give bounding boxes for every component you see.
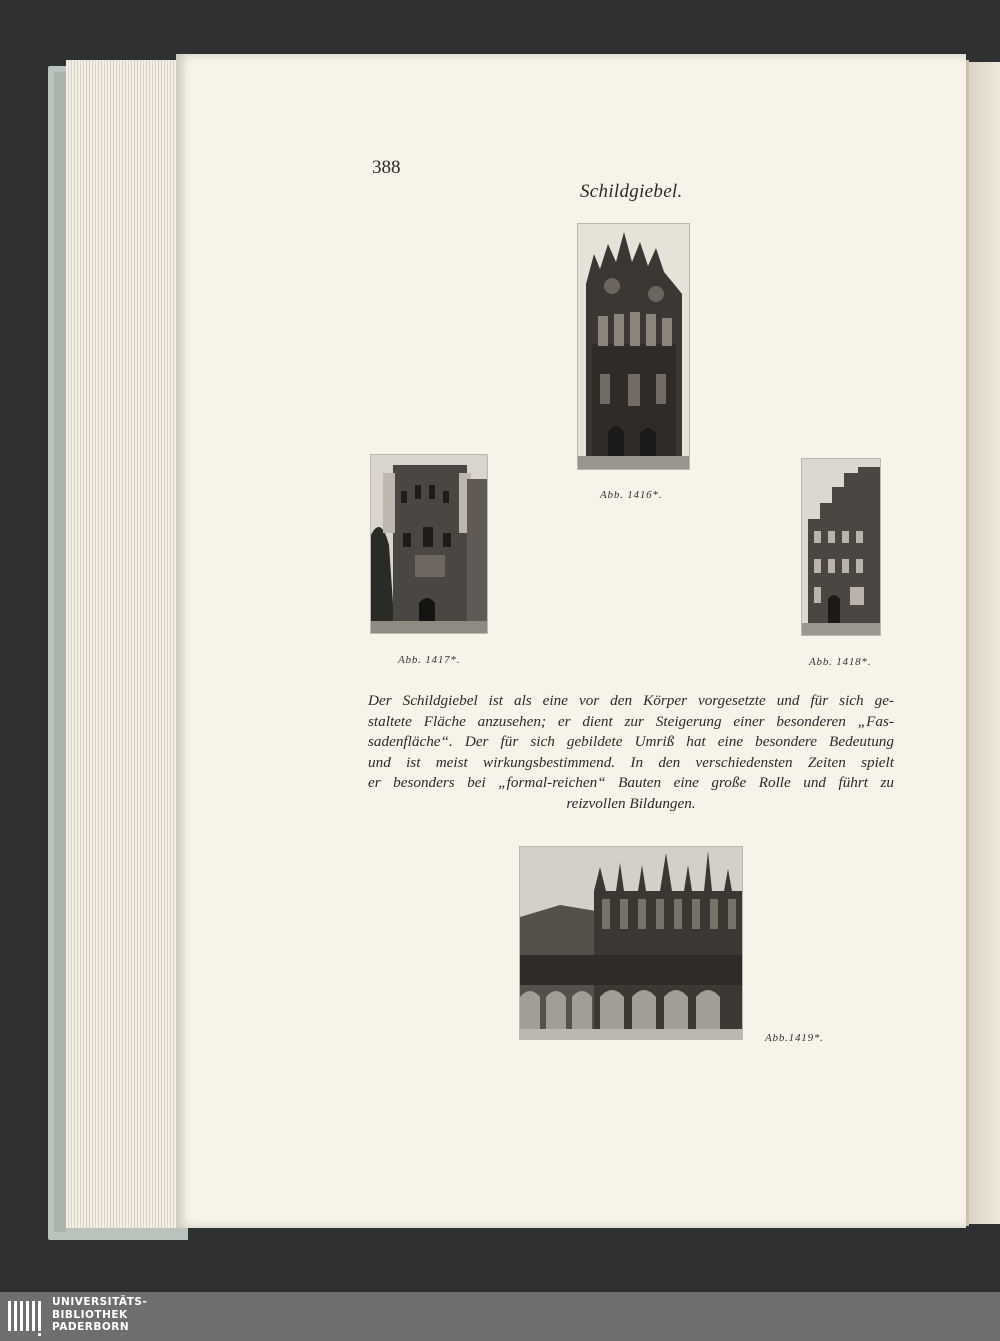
body-line: und ist meist wirkungsbestimmend. In den verschiedensten Zeiten spielt [368,753,894,771]
page-edges [66,60,184,1228]
facing-page-edge [964,62,1000,1224]
body-line: reizvollen Bildungen. [566,794,696,812]
page-gutter [966,60,969,1226]
book-page [176,54,966,1228]
figure-1417-caption: Abb. 1417*. [398,654,461,666]
figure-1416-caption: Abb. 1416*. [600,489,663,501]
figure-1416-photo [577,223,690,470]
body-line: sadenfläche“. Der für sich gebildete Umriß hat eine besondere Bedeutung [368,733,894,751]
figure-1417-photo [370,454,488,634]
figure-1419-caption: Abb.1419*. [765,1032,824,1044]
body-paragraph [368,691,894,815]
body-line: Der Schildgiebel ist als eine vor den Körper vorgesetzte und für sich ge- [368,692,894,709]
body-line: er besonders bei „formal-reichen“ Bauten eine große Rolle und führt zu [368,774,894,792]
logo-line: UNIVERSITÄTS- [52,1296,148,1308]
logo-line: PADERBORN [52,1321,130,1333]
library-logo-text [52,1296,147,1334]
figure-1418-caption: Abb. 1418*. [809,656,872,668]
logo-line: BIBLIOTHEK [52,1308,128,1321]
figure-1419-photo [519,846,743,1040]
body-line: staltete Fläche anzusehen; er dient zur Steigerung einer besonderen „Fas- [368,712,894,730]
library-logo-icon [6,1297,42,1337]
library-footer [0,1292,1000,1341]
running-title: Schildgiebel. [580,181,683,202]
page-number: 388 [372,157,401,178]
book-cover-spine [54,72,66,1232]
figure-1418-photo [801,458,881,636]
